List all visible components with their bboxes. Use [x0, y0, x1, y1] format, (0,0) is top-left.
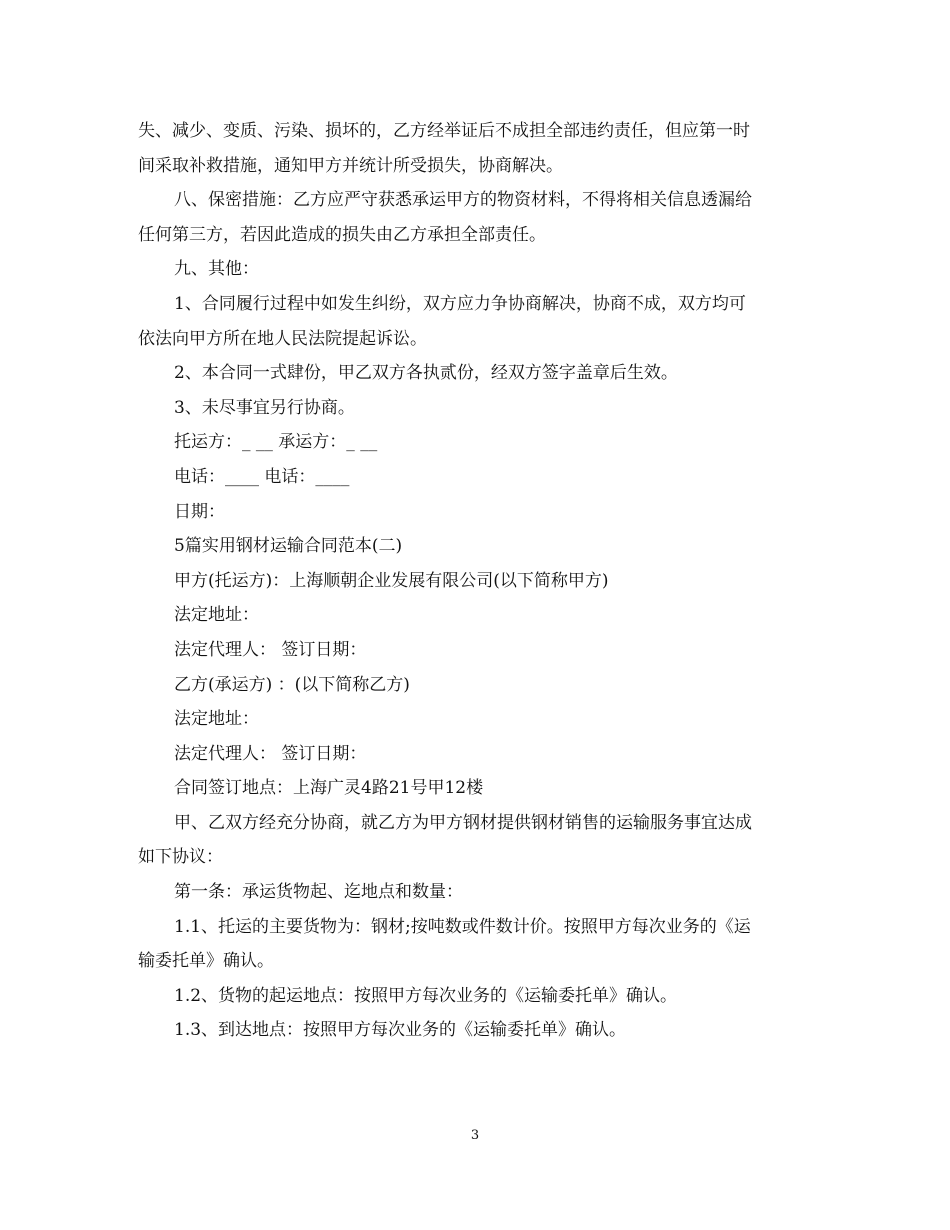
text-line: 依法向甲方所在地人民法院提起诉讼。 [138, 328, 427, 349]
text-line: 八、保密措施：乙方应严守获悉承运甲方的物资材料，不得将相关信息透漏给 [174, 190, 752, 211]
text-line: 托运方：_ __ 承运方：_ __ [174, 432, 378, 453]
text-line: 3、未尽事宜另行协商。 [174, 397, 355, 418]
text-line: 2、本合同一式肆份，甲乙双方各执贰份，经双方签字盖章后生效。 [174, 363, 678, 384]
text-line: 1.2、货物的起运地点：按照甲方每次业务的《运输委托单》确认。 [174, 985, 678, 1006]
text-line: 输委托单》确认。 [138, 951, 274, 972]
text-line: 合同签订地点：上海广灵4路21号甲12楼 [174, 778, 484, 799]
text-line: 1.3、到达地点：按照甲方每次业务的《运输委托单》确认。 [174, 1020, 627, 1041]
text-line: 电话：____ 电话：____ [174, 466, 350, 487]
text-line: 1、合同履行过程中如发生纠纷，双方应力争协商解决，协商不成，双方均可 [174, 293, 746, 314]
text-line: 如下协议： [138, 847, 223, 868]
document-body [138, 114, 818, 1048]
text-line: 甲、乙双方经充分协商，就乙方为甲方钢材提供钢材销售的运输服务事宜达成 [174, 812, 752, 833]
text-line: 法定地址： [174, 709, 259, 730]
text-line: 日期： [174, 501, 225, 522]
text-line: 任何第三方，若因此造成的损失由乙方承担全部责任。 [138, 224, 546, 245]
text-line: 九、其他： [174, 259, 259, 280]
text-line: 间采取补救措施，通知甲方并统计所受损失，协商解决。 [138, 155, 563, 176]
text-line: 甲方(托运方)：上海顺朝企业发展有限公司(以下简称甲方) [174, 570, 609, 591]
text-line: 1.1、托运的主要货物为：钢材;按吨数或件数计价。按照甲方每次业务的《运 [174, 916, 751, 937]
page-number: 3 [470, 1128, 480, 1143]
text-line: 法定代理人： 签订日期： [174, 639, 367, 660]
text-line: 法定代理人： 签订日期： [174, 743, 367, 764]
text-line: 乙方(承运方) ：(以下简称乙方) [174, 674, 410, 695]
text-line: 失、减少、变质、污染、损坏的，乙方经举证后不成担全部违约责任，但应第一时 [138, 121, 750, 141]
text-line: 法定地址： [174, 605, 259, 626]
text-line: 5篇实用钢材运输合同范本(二) [174, 536, 403, 557]
text-line: 第一条：承运货物起、迄地点和数量： [174, 882, 463, 903]
